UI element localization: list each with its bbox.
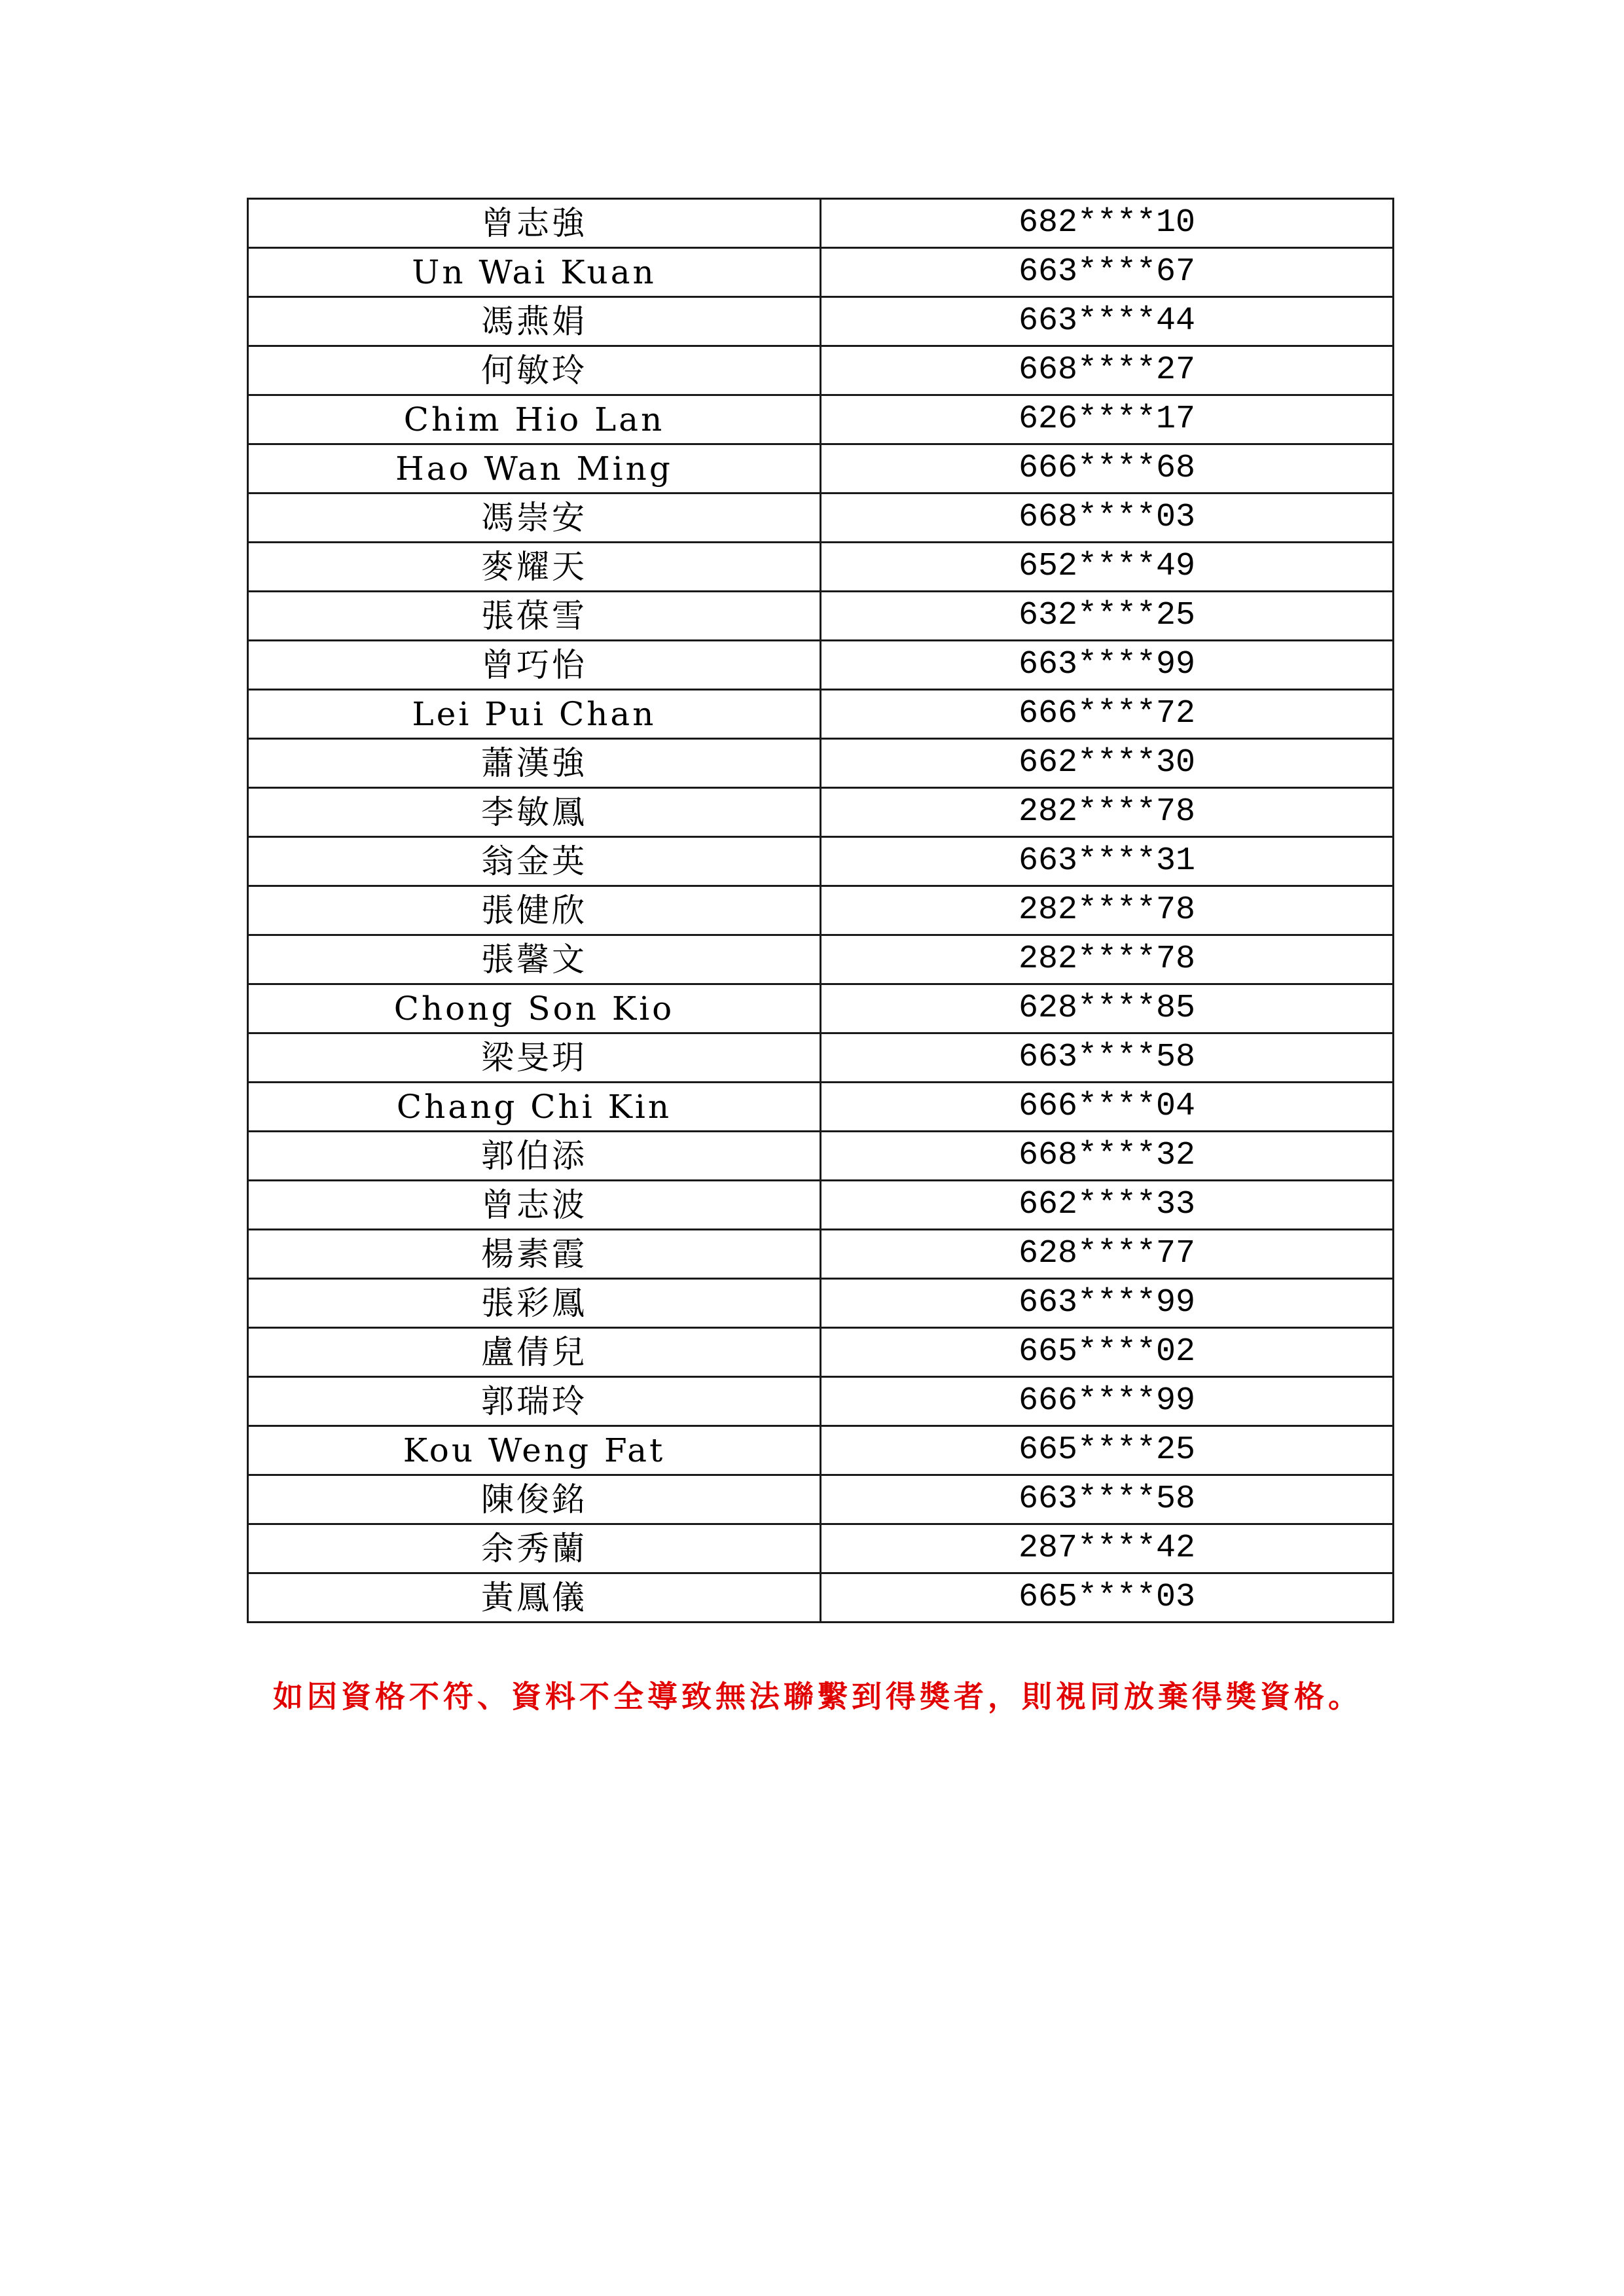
table-row: [248, 837, 1394, 886]
winner-name: 麥耀天: [248, 543, 821, 592]
table-row: [248, 1181, 1394, 1230]
table-row: [248, 346, 1394, 395]
winner-name: 翁金英: [248, 837, 821, 886]
winner-name: Chang Chi Kin: [248, 1083, 821, 1132]
table-row: [248, 1279, 1394, 1328]
winner-name: 曾志強: [248, 199, 821, 248]
winner-name: 何敏玲: [248, 346, 821, 395]
winner-masked-id: 282****78: [821, 886, 1394, 935]
winner-name: 盧倩兒: [248, 1328, 821, 1377]
winner-masked-id: 663****58: [821, 1475, 1394, 1524]
winner-masked-id: 652****49: [821, 543, 1394, 592]
winners-table: [247, 198, 1394, 1623]
winner-masked-id: 282****78: [821, 935, 1394, 984]
winner-masked-id: 663****44: [821, 297, 1394, 346]
winner-masked-id: 632****25: [821, 592, 1394, 641]
table-row: [248, 1230, 1394, 1279]
winner-masked-id: 628****77: [821, 1230, 1394, 1279]
winner-masked-id: 666****68: [821, 444, 1394, 493]
winner-name: Lei Pui Chan: [248, 690, 821, 739]
winner-name: 張健欣: [248, 886, 821, 935]
winner-name: 張彩鳳: [248, 1279, 821, 1328]
table-row: [248, 739, 1394, 788]
table-row: [248, 199, 1394, 248]
winner-masked-id: 287****42: [821, 1524, 1394, 1573]
table-row: [248, 493, 1394, 543]
winner-masked-id: 663****99: [821, 641, 1394, 690]
winner-name: 余秀蘭: [248, 1524, 821, 1573]
table-row: [248, 1426, 1394, 1475]
winner-name: Chim Hio Lan: [248, 395, 821, 444]
winner-name: 陳俊銘: [248, 1475, 821, 1524]
winner-masked-id: 665****25: [821, 1426, 1394, 1475]
winner-masked-id: 626****17: [821, 395, 1394, 444]
winner-masked-id: 668****27: [821, 346, 1394, 395]
winners-table-body: [248, 199, 1394, 1623]
winner-name: 郭瑞玲: [248, 1377, 821, 1426]
table-row: [248, 788, 1394, 837]
table-row: [248, 1328, 1394, 1377]
table-row: [248, 886, 1394, 935]
winner-masked-id: 663****31: [821, 837, 1394, 886]
winner-name: Un Wai Kuan: [248, 248, 821, 297]
table-row: [248, 1573, 1394, 1623]
winner-masked-id: 666****99: [821, 1377, 1394, 1426]
winner-name: 張馨文: [248, 935, 821, 984]
winner-name: 蕭漢強: [248, 739, 821, 788]
winner-masked-id: 665****02: [821, 1328, 1394, 1377]
winner-masked-id: 668****32: [821, 1132, 1394, 1181]
table-row: [248, 1475, 1394, 1524]
table-row: [248, 641, 1394, 690]
table-row: [248, 248, 1394, 297]
table-row: [248, 592, 1394, 641]
winner-name: 李敏鳳: [248, 788, 821, 837]
winner-name: 曾志波: [248, 1181, 821, 1230]
winner-masked-id: 668****03: [821, 493, 1394, 543]
table-row: [248, 395, 1394, 444]
table-row: [248, 984, 1394, 1033]
winner-name: 張葆雪: [248, 592, 821, 641]
winner-masked-id: 682****10: [821, 199, 1394, 248]
winner-name: 梁旻玥: [248, 1033, 821, 1083]
winner-name: Chong Son Kio: [248, 984, 821, 1033]
table-row: [248, 297, 1394, 346]
table-row: [248, 1033, 1394, 1083]
table-row: [248, 935, 1394, 984]
winner-masked-id: 663****58: [821, 1033, 1394, 1083]
winner-masked-id: 666****04: [821, 1083, 1394, 1132]
winner-name: 馮燕娟: [248, 297, 821, 346]
table-row: [248, 1132, 1394, 1181]
winner-name: 黃鳳儀: [248, 1573, 821, 1623]
winner-name: 郭伯添: [248, 1132, 821, 1181]
table-row: [248, 1083, 1394, 1132]
winner-name: 馮崇安: [248, 493, 821, 543]
winner-masked-id: 628****85: [821, 984, 1394, 1033]
winner-masked-id: 663****99: [821, 1279, 1394, 1328]
table-row: [248, 1524, 1394, 1573]
table-row: [248, 543, 1394, 592]
winner-name: Kou Weng Fat: [248, 1426, 821, 1475]
winner-name: Hao Wan Ming: [248, 444, 821, 493]
winner-masked-id: 666****72: [821, 690, 1394, 739]
winner-name: 楊素霞: [248, 1230, 821, 1279]
table-row: [248, 690, 1394, 739]
winner-masked-id: 662****30: [821, 739, 1394, 788]
winner-masked-id: 662****33: [821, 1181, 1394, 1230]
disqualification-notice: 如因資格不符、資料不全導致無法聯繫到得獎者，則視同放棄得獎資格。: [273, 1679, 1362, 1714]
table-row: [248, 1377, 1394, 1426]
winner-name: 曾巧怡: [248, 641, 821, 690]
winner-masked-id: 665****03: [821, 1573, 1394, 1623]
winner-masked-id: 282****78: [821, 788, 1394, 837]
winner-masked-id: 663****67: [821, 248, 1394, 297]
table-row: [248, 444, 1394, 493]
